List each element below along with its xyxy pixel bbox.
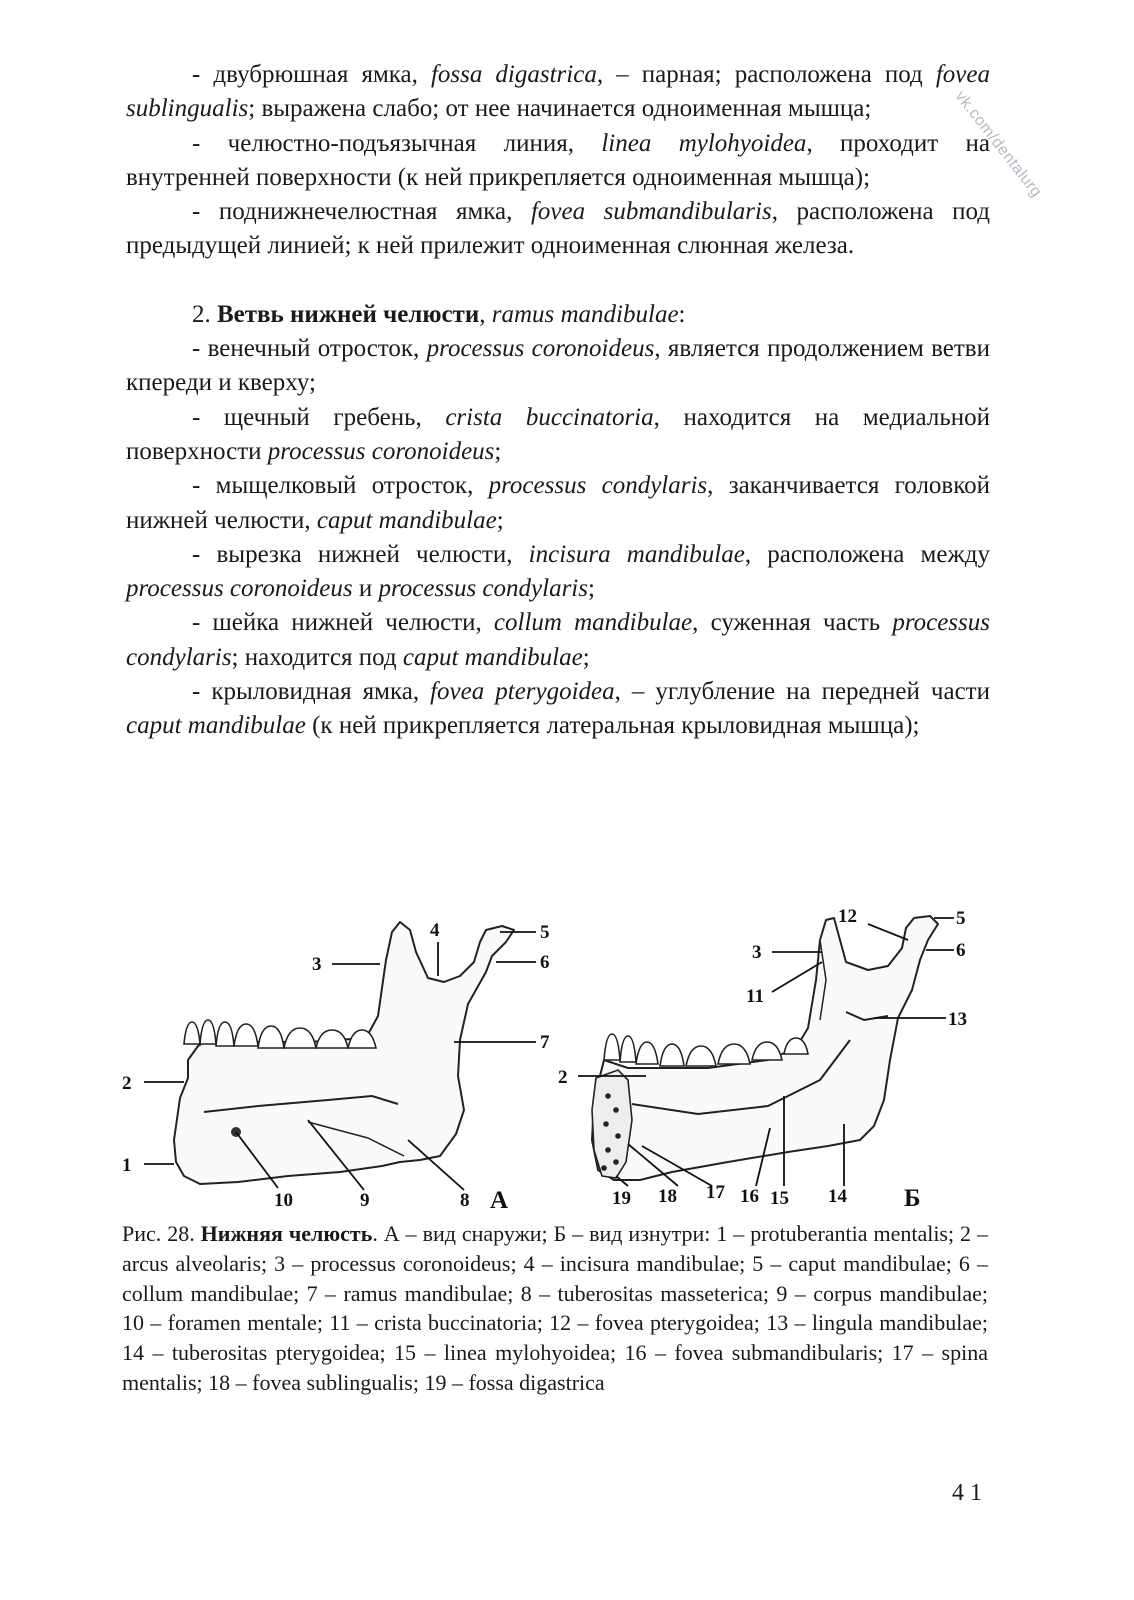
callout-a-2: 2 bbox=[122, 1073, 132, 1094]
callout-a-8: 8 bbox=[460, 1190, 470, 1211]
latin-term: collum mandibulae bbox=[493, 609, 693, 637]
text-run: - крыловидная ямка, bbox=[192, 678, 431, 706]
panel-b-label: Б bbox=[904, 1185, 921, 1212]
page-number: 41 bbox=[952, 1480, 988, 1506]
callout-b-2: 2 bbox=[558, 1067, 568, 1088]
text-run: , проходит на внутренней поверхности (к ней прикрепляется одноименная мышца); bbox=[126, 129, 990, 191]
callout-b-5: 5 bbox=[956, 908, 966, 929]
teeth-a bbox=[184, 1020, 376, 1048]
latin-term: linea mylohyoidea bbox=[601, 129, 807, 157]
figure-caption bbox=[122, 1219, 988, 1398]
paragraph bbox=[126, 127, 990, 196]
callout-b-13: 13 bbox=[948, 1009, 967, 1030]
callout-b-18: 18 bbox=[658, 1186, 677, 1207]
callout-a-9: 9 bbox=[360, 1190, 370, 1211]
callout-a-4: 4 bbox=[430, 920, 440, 941]
latin-term: processus coronoideus bbox=[126, 575, 353, 603]
text-run: , заканчивается головкой нижней челюсти, bbox=[126, 472, 990, 534]
text-run: , суженная часть bbox=[692, 609, 893, 637]
text-run: , – углубление на передней части bbox=[614, 678, 990, 706]
text-run: , расположена под предыдущей линией; к ней прилежит одноименная слюнная железа. bbox=[126, 198, 990, 260]
paragraph bbox=[126, 195, 990, 264]
text-run: - челюстно-подъязычная линия, bbox=[192, 129, 602, 157]
caption-text: . А – вид снаружи; Б – вид изнутри: 1 – protuberantia mentalis; 2 – arcus alveolaris; 3 – processus coronoideus; 4 – incisura mandibulae; 5 – caput mandibulae; 6 – collum mandibulae; 7 – ramus mandibulae; 8 – tuberositas masseterica; 9 – corpus mandibulae; 10 – foramen mentale; 11 – crista buccinatoria; 12 – fovea pterygoidea; 13 – lingula mandibulae; 14 – tuberositas pterygoidea; 15 – linea mylohyoidea; 16 – fovea submandibularis; 17 – spina mentalis; 18 – fovea sublingualis; 19 – fossa digastrica bbox=[122, 1221, 988, 1395]
latin-term: caput mandibulae bbox=[402, 643, 583, 671]
text-run: - щечный гребень, bbox=[192, 403, 446, 431]
text-run: - венечный отросток, bbox=[192, 335, 427, 363]
text-run: ; bbox=[494, 437, 502, 465]
callout-a-3: 3 bbox=[312, 954, 322, 975]
caption-title: Нижняя челюсть bbox=[200, 1221, 373, 1246]
text-run: ; bbox=[582, 643, 590, 671]
latin-term: processus condylaris bbox=[378, 575, 588, 603]
text-run: - поднижнечелюстная ямка, bbox=[192, 198, 531, 226]
text-run: 2. bbox=[192, 300, 217, 328]
panel-a-label: А bbox=[490, 1187, 509, 1214]
body-text bbox=[126, 58, 990, 744]
bold-term: Ветвь нижней челюсти bbox=[217, 300, 480, 328]
symphysis-section bbox=[592, 1070, 632, 1178]
callout-a-1: 1 bbox=[122, 1155, 132, 1176]
callout-b-17: 17 bbox=[706, 1182, 725, 1203]
callout-b-19: 19 bbox=[612, 1188, 631, 1209]
text-run: и bbox=[352, 575, 379, 603]
callout-b-14: 14 bbox=[828, 1186, 847, 1207]
callout-b-11: 11 bbox=[746, 986, 764, 1007]
callout-b-16: 16 bbox=[740, 1186, 759, 1207]
text-run: , является продолжением ветви кпереди и кверху; bbox=[126, 335, 990, 397]
callout-a-7: 7 bbox=[540, 1032, 550, 1053]
text-run: ; bbox=[496, 506, 504, 534]
text-run: : bbox=[678, 300, 686, 328]
paragraph bbox=[126, 332, 990, 401]
callout-b-6: 6 bbox=[956, 940, 966, 961]
latin-term: fovea sublingualis bbox=[126, 61, 990, 123]
callout-a-5: 5 bbox=[540, 922, 550, 943]
paragraph bbox=[126, 58, 990, 127]
mandible-a-outline bbox=[174, 922, 514, 1184]
text-run: ; bbox=[587, 575, 595, 603]
mandible-outer-view bbox=[174, 922, 514, 1184]
watermark: vk.com/dentalurg bbox=[951, 88, 1045, 201]
callout-a-10: 10 bbox=[274, 1190, 293, 1211]
text-run: - шейка нижней челюсти, bbox=[192, 609, 494, 637]
text-run: , bbox=[479, 300, 492, 328]
callout-b-3: 3 bbox=[752, 942, 762, 963]
callout-a-6: 6 bbox=[540, 952, 550, 973]
callout-b-15: 15 bbox=[770, 1188, 789, 1209]
callout-b-12: 12 bbox=[838, 906, 857, 927]
latin-term: processus condylaris bbox=[126, 609, 990, 671]
text-run: - двубрюшная ямка, bbox=[192, 61, 431, 88]
figure-mandible bbox=[108, 900, 1008, 1218]
latin-term: incisura mandibulae bbox=[528, 540, 745, 568]
text-run: , – парная; расположена под bbox=[596, 61, 936, 88]
latin-term: fovea pterygoidea bbox=[430, 678, 615, 706]
text-run: ; находится под bbox=[231, 643, 403, 671]
paragraph bbox=[126, 469, 990, 538]
text-run: , находится на медиальной поверхности bbox=[126, 403, 990, 465]
caption-prefix: Рис. 28. bbox=[122, 1221, 201, 1246]
latin-term: caput mandibulae bbox=[316, 506, 497, 534]
latin-term: ramus mandibulae bbox=[491, 300, 679, 328]
latin-term: processus coronoideus bbox=[267, 437, 495, 465]
paragraph bbox=[126, 675, 990, 744]
paragraph bbox=[126, 298, 990, 332]
text-run: - мыщелковый отросток, bbox=[192, 472, 489, 500]
paragraph bbox=[126, 606, 990, 675]
latin-term: caput mandibulae bbox=[126, 712, 306, 740]
figure-drawing bbox=[108, 900, 1008, 1218]
latin-term: fossa digastrica bbox=[430, 61, 597, 88]
text-run: - вырезка нижней челюсти, bbox=[192, 540, 529, 568]
latin-term: processus coronoideus bbox=[426, 335, 655, 363]
text-run: (к ней прикрепляется латеральная крыловидная мышца); bbox=[305, 712, 920, 740]
text-run: , расположена между bbox=[744, 540, 990, 568]
paragraph bbox=[126, 401, 990, 470]
paragraph bbox=[126, 538, 990, 607]
latin-term: fovea submandibularis bbox=[530, 198, 772, 226]
latin-term: crista buccinatoria bbox=[445, 403, 654, 431]
text-run: ; выражена слабо; от нее начинается одноименная мышца; bbox=[248, 95, 872, 123]
latin-term: processus condylaris bbox=[488, 472, 708, 500]
